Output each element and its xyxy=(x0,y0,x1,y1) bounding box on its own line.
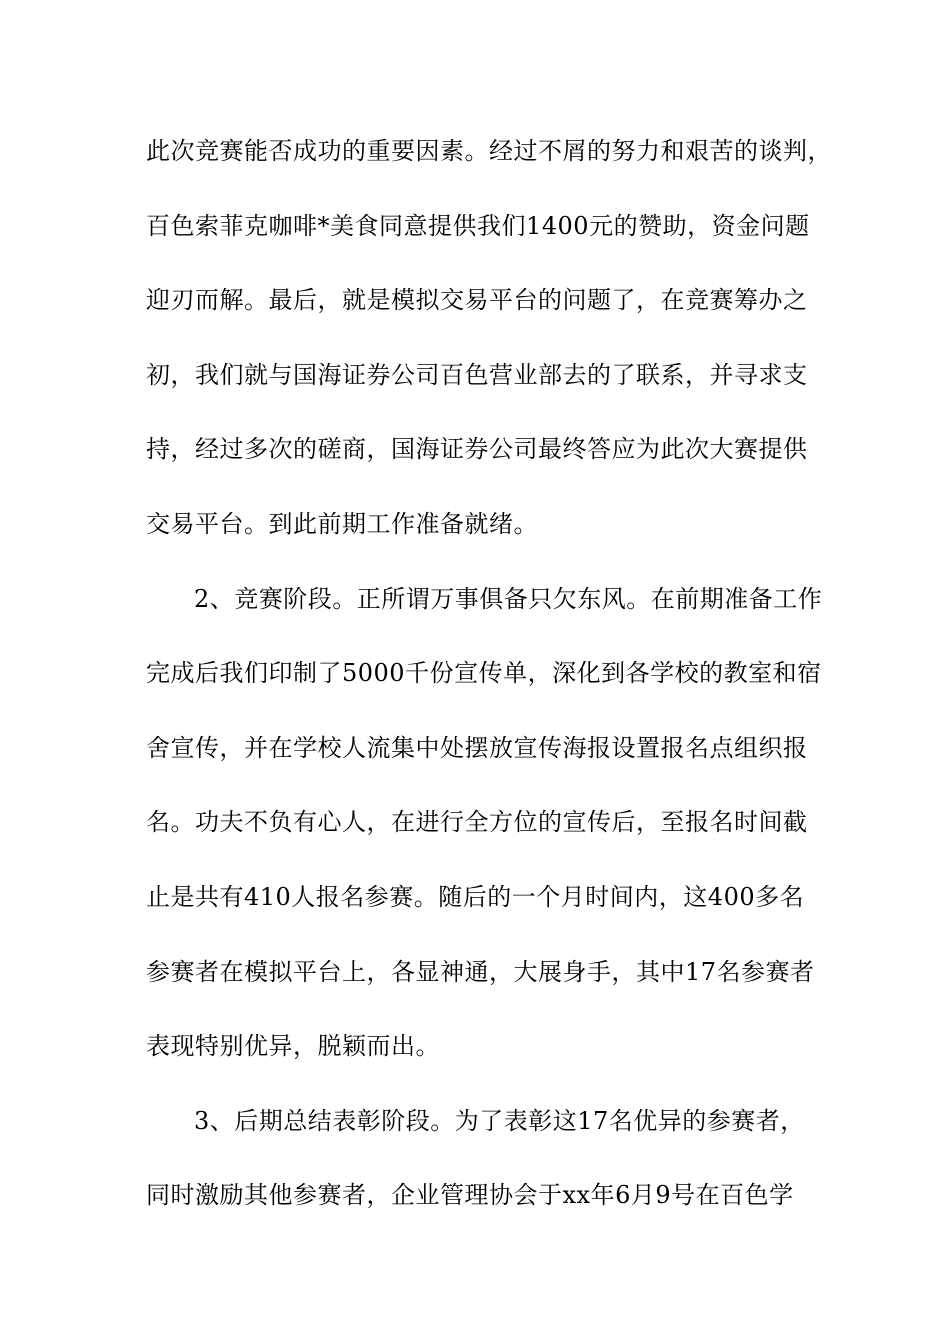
text-line: 此次竞赛能否成功的重要因素。经过不屑的努力和艰苦的谈判， xyxy=(146,137,832,165)
text-line: 交易平台。到此前期工作准备就绪。 xyxy=(146,509,538,538)
text-line: 名。功夫不负有心人，在进行全方位的宣传后，至报名时间截 xyxy=(146,808,808,837)
text-line: 迎刃而解。最后，就是模拟交易平台的问题了，在竞赛筹办之 xyxy=(146,286,808,315)
text-line: 初，我们就与国海证券公司百色营业部去的了联系，并寻求支 xyxy=(146,360,808,389)
body-text xyxy=(146,130,832,1249)
text-line: 参赛者在模拟平台上，各显神通，大展身手，其中17名参赛者 xyxy=(146,957,815,986)
text-line: 止是共有410人报名参赛。随后的一个月时间内，这400多名 xyxy=(146,882,805,911)
text-line: 完成后我们印制了5000千份宣传单，深化到各学校的教室和宿 xyxy=(146,659,822,688)
paragraph-start-line: 3、后期总结表彰阶段。为了表彰这17名优异的参赛者， xyxy=(194,1106,805,1135)
text-line: 同时激励其他参赛者，企业管理协会于xx年6月9号在百色学 xyxy=(146,1181,794,1210)
text-line: 百色索菲克咖啡*美食同意提供我们1400元的赞助，资金问题 xyxy=(146,211,810,240)
text-line: 舍宣传，并在学校人流集中处摆放宣传海报设置报名点组织报 xyxy=(146,733,808,762)
text-line: 表现特别优异，脱颖而出。 xyxy=(146,1032,440,1061)
text-line: 持，经过多次的磋商，国海证券公司最终答应为此次大赛提供 xyxy=(146,435,808,464)
paragraph-start-line: 2、竞赛阶段。正所谓万事俱备只欠东风。在前期准备工作 xyxy=(194,584,823,613)
